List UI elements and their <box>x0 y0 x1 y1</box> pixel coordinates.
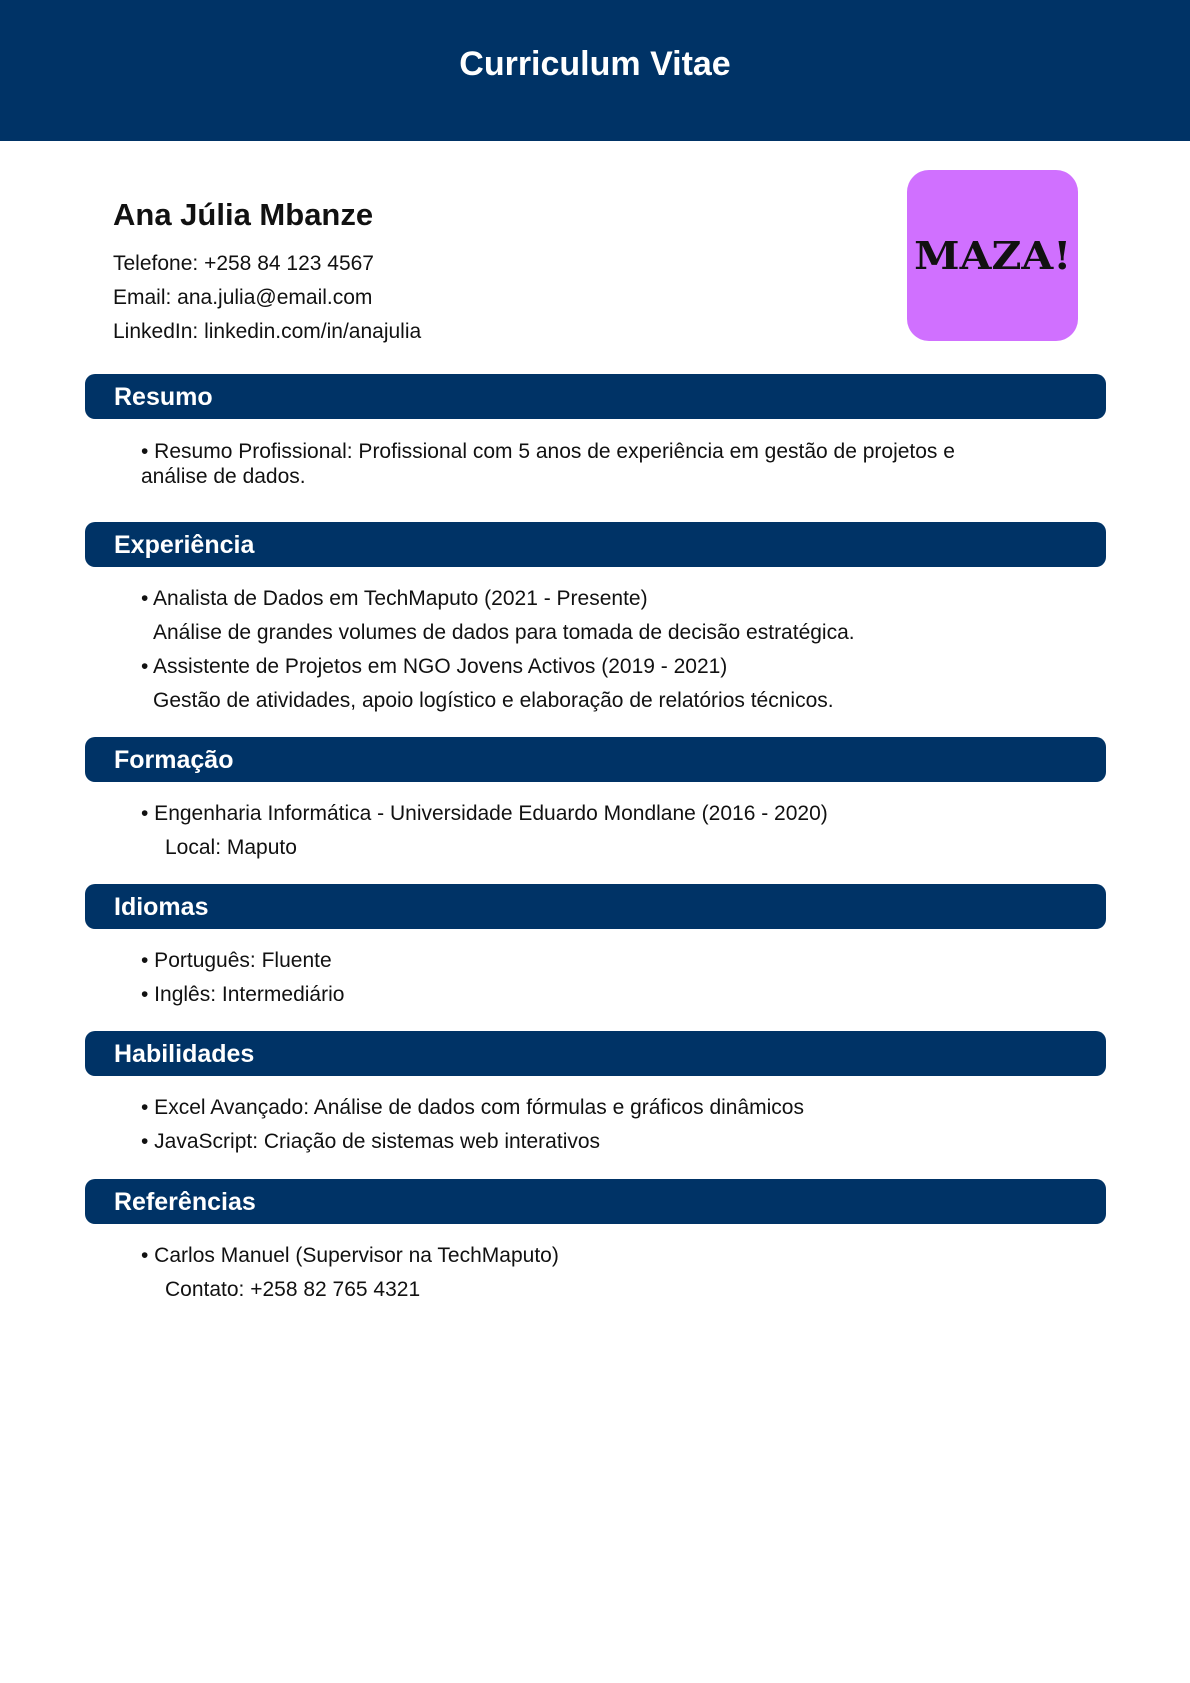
page-title: Curriculum Vitae <box>459 45 731 83</box>
phone-line: Telefone: +258 84 123 4567 <box>113 252 374 275</box>
list-item: • Português: Fluente <box>141 949 332 972</box>
section-title: Habilidades <box>114 1040 255 1068</box>
list-item: • JavaScript: Criação de sistemas web interativos <box>141 1130 601 1153</box>
list-item: • Assistente de Projetos em NGO Jovens Activos (2019 - 2021) <box>141 655 728 678</box>
profile-block <box>113 195 421 349</box>
section-body-habilidades <box>141 1091 1021 1159</box>
email-line: Email: ana.julia@email.com <box>113 286 373 309</box>
section-body-idiomas <box>141 944 1021 1012</box>
section-title: Resumo <box>114 383 213 411</box>
section-title: Idiomas <box>114 893 209 921</box>
section-header-idiomas <box>85 884 1106 929</box>
list-item: • Engenharia Informática - Universidade Eduardo Mondlane (2016 - 2020) <box>141 802 828 825</box>
list-item: • Analista de Dados em TechMaputo (2021 - Presente) <box>141 587 648 610</box>
list-item: • Excel Avançado: Análise de dados com fórmulas e gráficos dinâmicos <box>141 1096 804 1119</box>
section-header-referencias <box>85 1179 1106 1224</box>
list-item-detail: Análise de grandes volumes de dados para tomada de decisão estratégica. <box>153 621 855 644</box>
section-body-experiencia <box>141 582 1021 718</box>
section-body-referencias <box>141 1239 1021 1307</box>
section-body-resumo <box>141 439 1021 489</box>
linkedin-line: LinkedIn: linkedin.com/in/anajulia <box>113 320 422 343</box>
section-header-experiencia <box>85 522 1106 567</box>
section-header-formacao <box>85 737 1106 782</box>
section-header-habilidades <box>85 1031 1106 1076</box>
section-title: Formação <box>114 746 234 774</box>
list-item: • Carlos Manuel (Supervisor na TechMaputo) <box>141 1244 559 1267</box>
top-banner <box>0 0 1190 141</box>
section-header-resumo <box>85 374 1106 419</box>
profile-logo <box>907 170 1078 341</box>
list-item-detail: Local: Maputo <box>165 836 297 859</box>
candidate-name: Ana Júlia Mbanze <box>113 197 374 232</box>
list-item-detail: Contato: +258 82 765 4321 <box>165 1278 421 1301</box>
section-body-formacao <box>141 797 1021 865</box>
list-item: • Inglês: Intermediário <box>141 983 345 1006</box>
list-item: • Resumo Profissional: Profissional com 5 anos de experiência em gestão de projetos e análise de dados. <box>141 440 955 488</box>
list-item-detail: Gestão de atividades, apoio logístico e elaboração de relatórios técnicos. <box>153 689 834 712</box>
section-title: Experiência <box>114 531 255 559</box>
section-title: Referências <box>114 1188 256 1216</box>
logo-text: MAZA! <box>913 233 1072 278</box>
